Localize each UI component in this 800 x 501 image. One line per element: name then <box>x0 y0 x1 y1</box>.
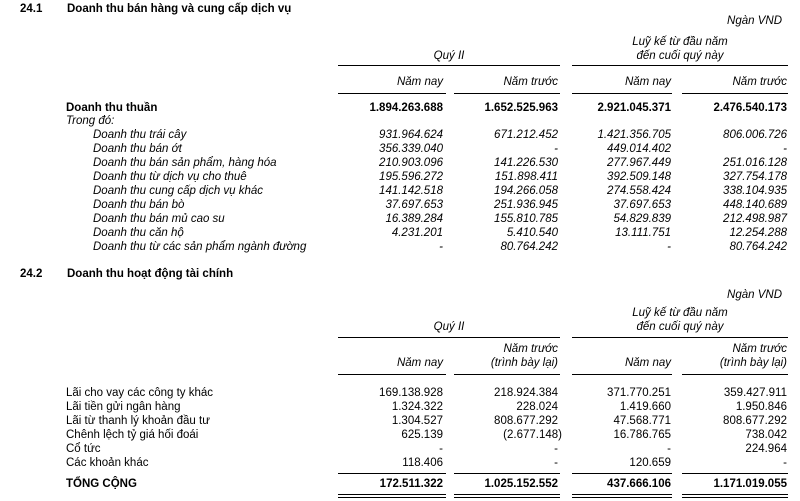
cell: 155.810.785 <box>494 213 558 225</box>
cell: 80.764.242 <box>729 241 787 253</box>
cell: 141.226.530 <box>494 157 558 169</box>
row-label: Các khoản khác <box>66 457 149 469</box>
total-underline <box>572 494 672 495</box>
row-label: Cổ tức <box>66 443 101 455</box>
column-header: Năm nay <box>624 76 671 88</box>
cell: 54.829.839 <box>613 213 671 225</box>
unit-label: Ngàn VND <box>727 15 782 27</box>
row-label: TỔNG CỘNG <box>66 478 137 490</box>
section-number: 24.1 <box>20 3 43 15</box>
total-underline <box>682 497 788 498</box>
subtotal-rule <box>454 473 560 474</box>
column-header: (trình bày lại) <box>490 357 558 369</box>
cell: 218.924.384 <box>494 387 558 399</box>
cell: 371.770.251 <box>607 387 671 399</box>
cell: 274.558.424 <box>607 185 671 197</box>
group-header-quarter: Quý II <box>433 50 465 62</box>
group-header-ytd-line1: Luỹ kế từ đầu năm <box>632 307 728 319</box>
cell: 16.786.765 <box>613 429 671 441</box>
cell: 1.421.356.705 <box>597 129 671 141</box>
cell: 224.964 <box>745 443 787 455</box>
row-label: Chênh lệch tỷ giá hối đoái <box>66 429 199 441</box>
cell: 277.967.449 <box>607 157 671 169</box>
cell: 808.677.292 <box>494 415 558 427</box>
cell: 16.389.284 <box>385 213 443 225</box>
row-label: Doanh thu từ dịch vụ cho thuê <box>93 171 247 183</box>
row-label: Doanh thu bán sản phẩm, hàng hóa <box>93 157 277 169</box>
column-header: Năm nay <box>396 76 443 88</box>
header-rule <box>454 374 560 375</box>
cell: 251.016.128 <box>723 157 787 169</box>
row-label: Doanh thu bán ớt <box>93 143 182 155</box>
row-label: Doanh thu bán mủ cao su <box>93 213 225 225</box>
group-rule <box>572 337 788 338</box>
cell: 1.419.660 <box>619 401 671 413</box>
cell: 5.410.540 <box>506 227 558 239</box>
row-label: Doanh thu thuần <box>66 102 158 114</box>
header-rule <box>338 93 446 94</box>
cell: 2.921.045.371 <box>597 102 671 114</box>
column-header: Năm nay <box>624 357 671 369</box>
group-rule <box>572 65 788 66</box>
column-header: Năm trước <box>732 76 787 88</box>
group-header-ytd-line1: Luỹ kế từ đầu năm <box>632 36 728 48</box>
column-header: Năm trước <box>503 76 558 88</box>
cell: 12.254.288 <box>729 227 787 239</box>
cell: - <box>667 443 671 455</box>
cell: 1.171.019.055 <box>713 478 787 490</box>
cell: 437.666.106 <box>607 478 671 490</box>
cell: 448.140.689 <box>723 199 787 211</box>
cell: (2.677.148) <box>503 429 562 441</box>
cell: 195.596.272 <box>379 171 443 183</box>
header-rule <box>682 93 788 94</box>
cell: 120.659 <box>629 457 671 469</box>
cell: 671.212.452 <box>494 129 558 141</box>
cell: - <box>554 457 558 469</box>
cell: 37.697.653 <box>385 199 443 211</box>
group-header-quarter: Quý II <box>433 321 465 333</box>
total-underline <box>454 497 560 498</box>
cell: 625.139 <box>401 429 443 441</box>
cell: 151.898.411 <box>494 171 558 183</box>
column-header: Năm nay <box>396 357 443 369</box>
column-header: Năm trước <box>732 343 787 355</box>
section-number: 24.2 <box>20 268 43 280</box>
header-rule <box>454 93 560 94</box>
group-header-ytd-line2: đến cuối quý này <box>636 321 724 333</box>
cell: 169.138.928 <box>379 387 443 399</box>
row-label: Doanh thu trái cây <box>93 129 187 141</box>
subtotal-rule <box>682 473 788 474</box>
group-header-ytd-line2: đến cuối quý này <box>636 50 724 62</box>
cell: - <box>554 443 558 455</box>
cell: 118.406 <box>402 457 443 469</box>
header-rule <box>338 374 446 375</box>
cell: - <box>554 143 558 155</box>
cell: 359.427.911 <box>723 387 787 399</box>
cell: - <box>439 241 443 253</box>
unit-label: Ngàn VND <box>727 289 782 301</box>
cell: 141.142.518 <box>379 185 443 197</box>
cell: 172.511.322 <box>379 478 443 490</box>
header-rule <box>682 374 788 375</box>
row-label: Lãi tiền gửi ngân hàng <box>66 401 181 413</box>
header-rule <box>572 374 672 375</box>
row-label: Doanh thu từ các sản phẩm ngành đường <box>93 241 307 253</box>
total-underline <box>682 494 788 495</box>
cell: 2.476.540.173 <box>713 102 787 114</box>
cell: 194.266.058 <box>494 185 558 197</box>
cell: 327.754.178 <box>723 171 787 183</box>
cell: - <box>783 143 787 155</box>
column-header: (trình bày lại) <box>719 357 787 369</box>
total-underline <box>454 494 560 495</box>
cell: 1.025.152.552 <box>484 478 558 490</box>
total-underline <box>572 497 672 498</box>
cell: 251.936.945 <box>494 199 558 211</box>
total-underline <box>338 497 446 498</box>
cell: 1.324.322 <box>391 401 443 413</box>
cell: 449.014.402 <box>607 143 671 155</box>
cell: 808.677.292 <box>723 415 787 427</box>
cell: 4.231.201 <box>391 227 443 239</box>
cell: 1.950.846 <box>735 401 787 413</box>
total-underline <box>338 494 446 495</box>
row-label: Doanh thu căn hộ <box>93 227 184 239</box>
group-rule <box>338 65 560 66</box>
cell: 392.509.148 <box>607 171 671 183</box>
column-header: Năm trước <box>503 343 558 355</box>
row-label: Doanh thu bán bò <box>93 199 185 211</box>
cell: 931.964.624 <box>379 129 443 141</box>
cell: - <box>667 241 671 253</box>
cell: 338.104.935 <box>723 185 787 197</box>
section-title: Doanh thu bán hàng và cung cấp dịch vụ <box>67 3 292 15</box>
header-rule <box>572 93 672 94</box>
cell: - <box>439 443 443 455</box>
cell: 13.111.751 <box>615 227 671 239</box>
group-rule <box>338 337 560 338</box>
row-label: Doanh thu cung cấp dịch vụ khác <box>93 185 264 197</box>
cell: 1.304.527 <box>391 415 443 427</box>
cell: 47.568.771 <box>613 415 671 427</box>
cell: 1.652.525.963 <box>484 102 558 114</box>
row-label: Lãi cho vay các công ty khác <box>66 387 214 399</box>
cell: 212.498.987 <box>723 213 787 225</box>
cell: 356.339.040 <box>379 143 443 155</box>
cell: - <box>783 457 787 469</box>
subheading: Trong đó: <box>66 115 115 127</box>
subtotal-rule <box>338 473 446 474</box>
cell: 210.903.096 <box>379 157 443 169</box>
cell: 80.764.242 <box>500 241 558 253</box>
subtotal-rule <box>572 473 672 474</box>
section-title: Doanh thu hoạt động tài chính <box>67 268 234 280</box>
cell: 228.024 <box>516 401 558 413</box>
cell: 1.894.263.688 <box>369 102 443 114</box>
cell: 738.042 <box>745 429 787 441</box>
cell: 37.697.653 <box>613 199 671 211</box>
cell: 806.006.726 <box>723 129 787 141</box>
row-label: Lãi từ thanh lý khoản đầu tư <box>66 415 210 427</box>
